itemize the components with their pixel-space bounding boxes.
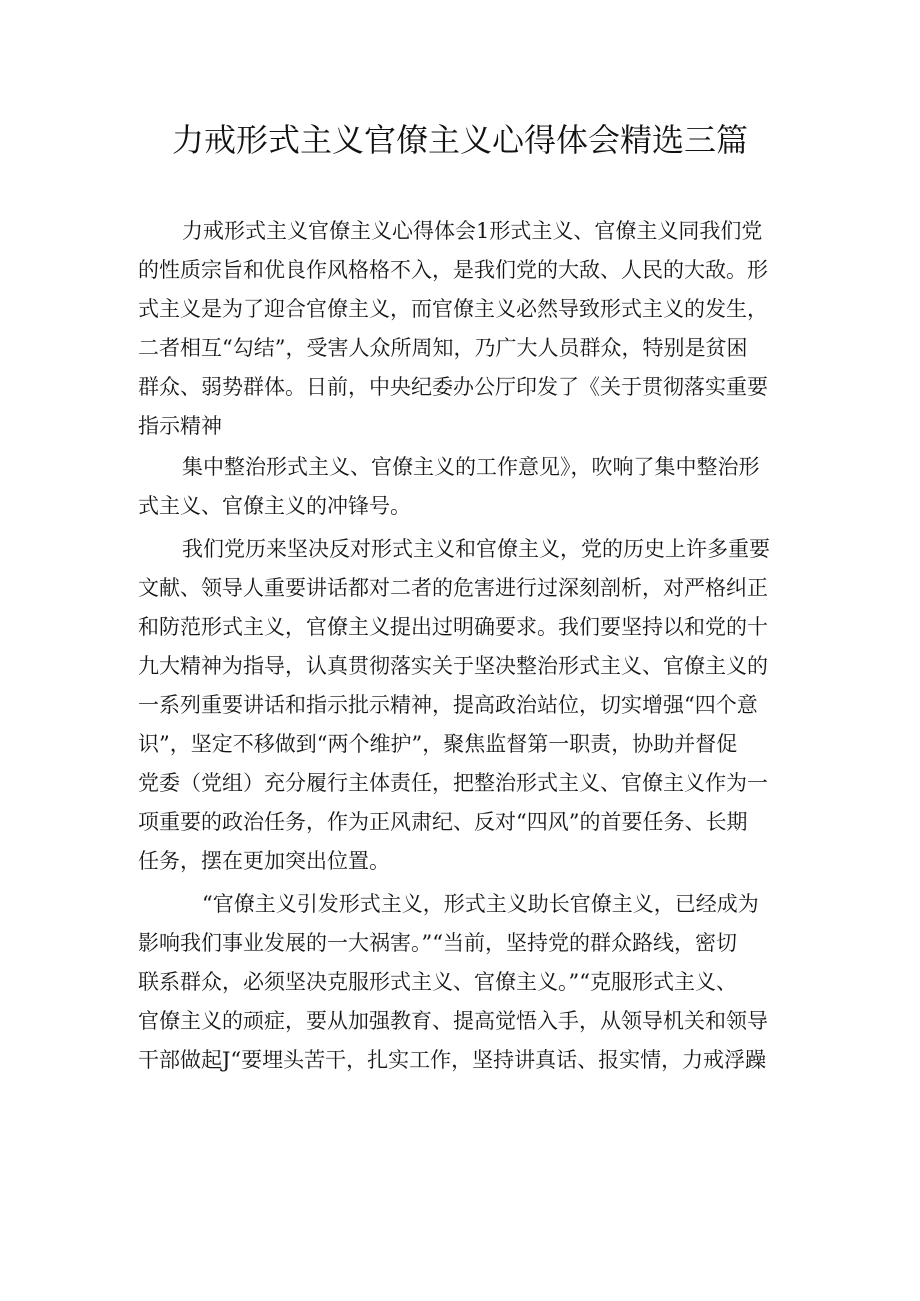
text-line: “官僚主义引发形式主义，形式主义助长官僚主义，已经成为 bbox=[202, 892, 759, 916]
paragraph-4 bbox=[138, 885, 786, 1080]
paragraph-2 bbox=[138, 448, 786, 526]
text-line: 党委（党组）充分履行主体责任，把整治形式主义、官僚主义作为一 bbox=[138, 771, 768, 795]
text-line: 联系群众，必须坚决克服形式主义、官僚主义。”“克服形式主义、 bbox=[138, 970, 737, 994]
text-line: 文献、领导人重要讲话都对二者的危害进行过深刻剖析，对严格纠正 bbox=[138, 576, 768, 600]
text-line: 识”，坚定不移做到“两个维护”，聚焦监督第一职责，协助并督促 bbox=[138, 732, 738, 756]
text-line: 式主义、官僚主义的冲锋号。 bbox=[138, 494, 411, 518]
text-line: 我们党历来坚决反对形式主义和官僚主义，党的历史上许多重要 bbox=[182, 537, 770, 561]
text-line: 九大精神为指导，认真贯彻落实关于坚决整治形式主义、官僚主义的 bbox=[138, 654, 768, 678]
text-line: 的性质宗旨和优良作风格格不入，是我们党的大敌、人民的大敌。形 bbox=[138, 258, 768, 282]
text-line: 干部做起J“要埋头苦干，扎实工作，坚持讲真话、报实情，力戒浮躁 bbox=[138, 1048, 767, 1072]
paragraph-3 bbox=[138, 530, 786, 881]
text-line: 群众、弱势群体。日前，中央纪委办公厅印发了《关于贯彻落实重要 bbox=[138, 375, 768, 399]
text-line: 和防范形式主义，官僚主义提出过明确要求。我们要坚持以和党的十 bbox=[138, 615, 768, 639]
paragraph-1 bbox=[138, 212, 786, 446]
text-line: 官僚主义的顽症，要从加强教育、提高觉悟入手，从领导机关和领导 bbox=[138, 1009, 768, 1033]
document-body bbox=[138, 212, 786, 1080]
text-line: 影响我们事业发展的一大祸害。”“当前，坚持党的群众路线，密切 bbox=[138, 931, 737, 955]
text-line: 力戒形式主义官僚主义心得体会1形式主义、官僚主义同我们党 bbox=[182, 219, 763, 243]
text-line: 项重要的政治任务，作为正风肃纪、反对“四风”的首要任务、长期 bbox=[138, 810, 748, 834]
text-line: 集中整治形式主义、官僚主义的工作意见》，吹响了集中整治形 bbox=[182, 455, 760, 479]
text-line: 二者相互“勾结”，受害人众所周知，乃广大人员群众，特别是贫困 bbox=[138, 336, 748, 360]
text-line: 一系列重要讲话和指示批示精神，提高政治站位，切实增强“四个意 bbox=[138, 693, 758, 717]
text-line: 式主义是为了迎合官僚主义，而官僚主义必然导致形式主义的发生， bbox=[138, 297, 768, 321]
text-line: 任务，摆在更加突出位置。 bbox=[138, 849, 390, 873]
document-title: 力戒形式主义官僚主义心得体会精选三篇 bbox=[171, 121, 748, 159]
text-line: 指示精神 bbox=[138, 414, 222, 438]
